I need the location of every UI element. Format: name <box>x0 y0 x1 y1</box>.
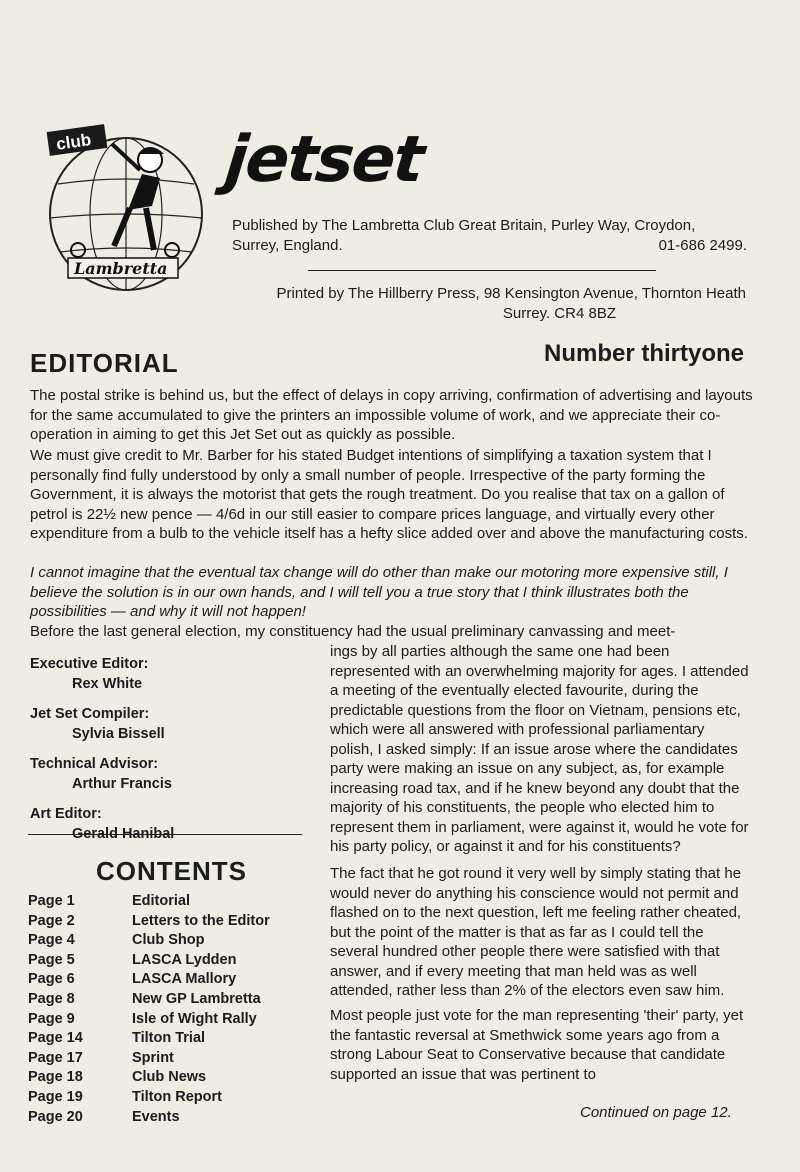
credit-item <box>30 804 300 844</box>
contents-title: Club Shop <box>132 932 205 949</box>
logo-club-text: club <box>55 130 93 154</box>
credit-role: Executive Editor: <box>30 656 149 672</box>
continued-link[interactable]: Continued on page 12. <box>580 1104 732 1121</box>
contents-title: Sprint <box>132 1049 174 1066</box>
contents-page: Page 8 <box>28 990 75 1007</box>
contents-title: Events <box>132 1108 180 1125</box>
editorial-paragraph: The postal strike is behind us, but the effect of delays in copy arriving, confirmation of advertising and layouts for the same accumulated to give the printers an impossible volume of work, and we appreciate their co-operation in aiming to get this Jet Set out as quickly as possible. <box>30 387 753 443</box>
masthead-title: jetset <box>222 123 426 197</box>
contents-page: Page 17 <box>28 1049 83 1066</box>
list-item[interactable] <box>28 951 308 971</box>
credit-item <box>30 754 300 794</box>
list-item[interactable] <box>28 912 308 932</box>
credits-box <box>30 654 300 854</box>
printer-postcode: Surrey. CR4 8BZ <box>502 305 616 322</box>
list-item[interactable] <box>28 1088 308 1108</box>
credit-name: Arthur Francis <box>72 776 172 792</box>
editorial-paragraph: ings by all parties although the same one had been represented with an overwhelming majority for ages. I attended a meeting of the eventually elected favourite, during the predictable questions from the floor on Vietnam, pensions etc, which were all answered with professional parliamentary polish, I asked simply: If an issue arose where the candidates party were making an issue on any subject, as, for example increasing road tax, and if he knew beyond any doubt that the majority of his constituents, the people who elected him to represent them in parliament, were against it, would he vote for his party policy, or against it and for his constituents? <box>330 643 749 855</box>
contents-title: LASCA Mallory <box>132 971 237 988</box>
contents-page: Page 6 <box>28 971 75 988</box>
list-item[interactable] <box>28 1029 308 1049</box>
divider <box>308 270 656 271</box>
contents-title: Isle of Wight Rally <box>132 1010 257 1027</box>
logo-lambretta-text: Lambretta <box>74 259 168 278</box>
publisher-phone: 01-686 2499. <box>658 237 747 254</box>
contents-title: LASCA Lydden <box>132 951 237 968</box>
printer-line: Printed by The Hillberry Press, 98 Kensington Avenue, Thornton Heath <box>276 285 746 302</box>
contents-title: New GP Lambretta <box>132 990 261 1007</box>
list-item[interactable] <box>28 1108 308 1128</box>
credit-name: Gerald Hanibal <box>72 826 175 842</box>
contents-list <box>28 892 308 1127</box>
list-item[interactable] <box>28 970 308 990</box>
publisher-address: Surrey, England. <box>232 237 343 254</box>
editorial-paragraph: I cannot imagine that the eventual tax change will do other than make our motoring more expensive still, I believe the solution is in our own hands, and I will tell you a true story that I think illustrates both the possibilities — and why it will not happen! <box>30 564 728 620</box>
contents-page: Page 20 <box>28 1108 83 1125</box>
list-item[interactable] <box>28 1010 308 1030</box>
contents-title: Editorial <box>132 893 191 909</box>
publisher-block <box>232 216 747 256</box>
list-item[interactable] <box>28 990 308 1010</box>
contents-page: Page 1 <box>28 893 75 909</box>
editorial-paragraph: The fact that he got round it very well by simply stating that he would never do anything his conscience would not permit and flashed on to the next question, left me feeling rather cheated, but the point of the matter is that as far as I could tell the several hundred other people there were satisfied with that answer, and if every meeting that man held was as well attended, rather less than 2% of the electors even saw him. <box>330 865 742 999</box>
editorial-paragraph: Before the last general election, my constituency had the usual preliminary canvassing and meet- <box>30 623 676 640</box>
club-lambretta-globe-logo <box>42 118 204 298</box>
contents-page: Page 19 <box>28 1088 83 1105</box>
credit-name: Sylvia Bissell <box>72 726 165 742</box>
credit-role: Technical Advisor: <box>30 756 159 772</box>
editorial-paragraph: Most people just vote for the man representing 'their' party, yet the fantastic reversal at Smethwick some years ago from a strong Labour Seat to Conservative because that candidate supported an issue that was pertinent to <box>330 1007 744 1083</box>
editorial-paragraph: We must give credit to Mr. Barber for his stated Budget intentions of simplifying a taxation system that I personally find fully understood by only a small number of people. Irrespective of the party forming the Government, it is always the motorist that gets the rough treatment. Do you realise that tax on a gallon of petrol is 22½ new pence — 4/6d in our still easier to compare prices language, and virtually every other expenditure from a bulb to the vehicle itself has a hefty slice added over and above the manufacturing costs. <box>30 447 748 542</box>
contents-title: Letters to the Editor <box>132 912 270 929</box>
list-item[interactable] <box>28 931 308 951</box>
printer-block <box>248 284 746 324</box>
credit-item <box>30 654 300 694</box>
contents-title: Tilton Trial <box>132 1030 206 1047</box>
credit-role: Jet Set Compiler: <box>30 706 150 722</box>
contents-page: Page 9 <box>28 1010 75 1027</box>
divider <box>28 834 302 835</box>
credit-role: Art Editor: <box>30 806 102 822</box>
contents-page: Page 4 <box>28 932 75 949</box>
contents-title: Club News <box>132 1069 207 1086</box>
contents-page: Page 18 <box>28 1069 83 1086</box>
list-item[interactable] <box>28 892 308 912</box>
credit-name: Rex White <box>72 676 143 692</box>
issue-number: Number thirtyone <box>543 340 744 367</box>
editorial-heading: EDITORIAL <box>30 348 179 378</box>
publisher-line: Published by The Lambretta Club Great Britain, Purley Way, Croydon, <box>232 217 696 234</box>
contents-page: Page 14 <box>28 1030 83 1047</box>
contents-title: Tilton Report <box>132 1088 222 1105</box>
contents-heading: CONTENTS <box>96 856 247 886</box>
credit-item <box>30 704 300 744</box>
contents-page: Page 5 <box>28 951 75 968</box>
list-item[interactable] <box>28 1068 308 1088</box>
contents-page: Page 2 <box>28 912 75 929</box>
list-item[interactable] <box>28 1049 308 1069</box>
